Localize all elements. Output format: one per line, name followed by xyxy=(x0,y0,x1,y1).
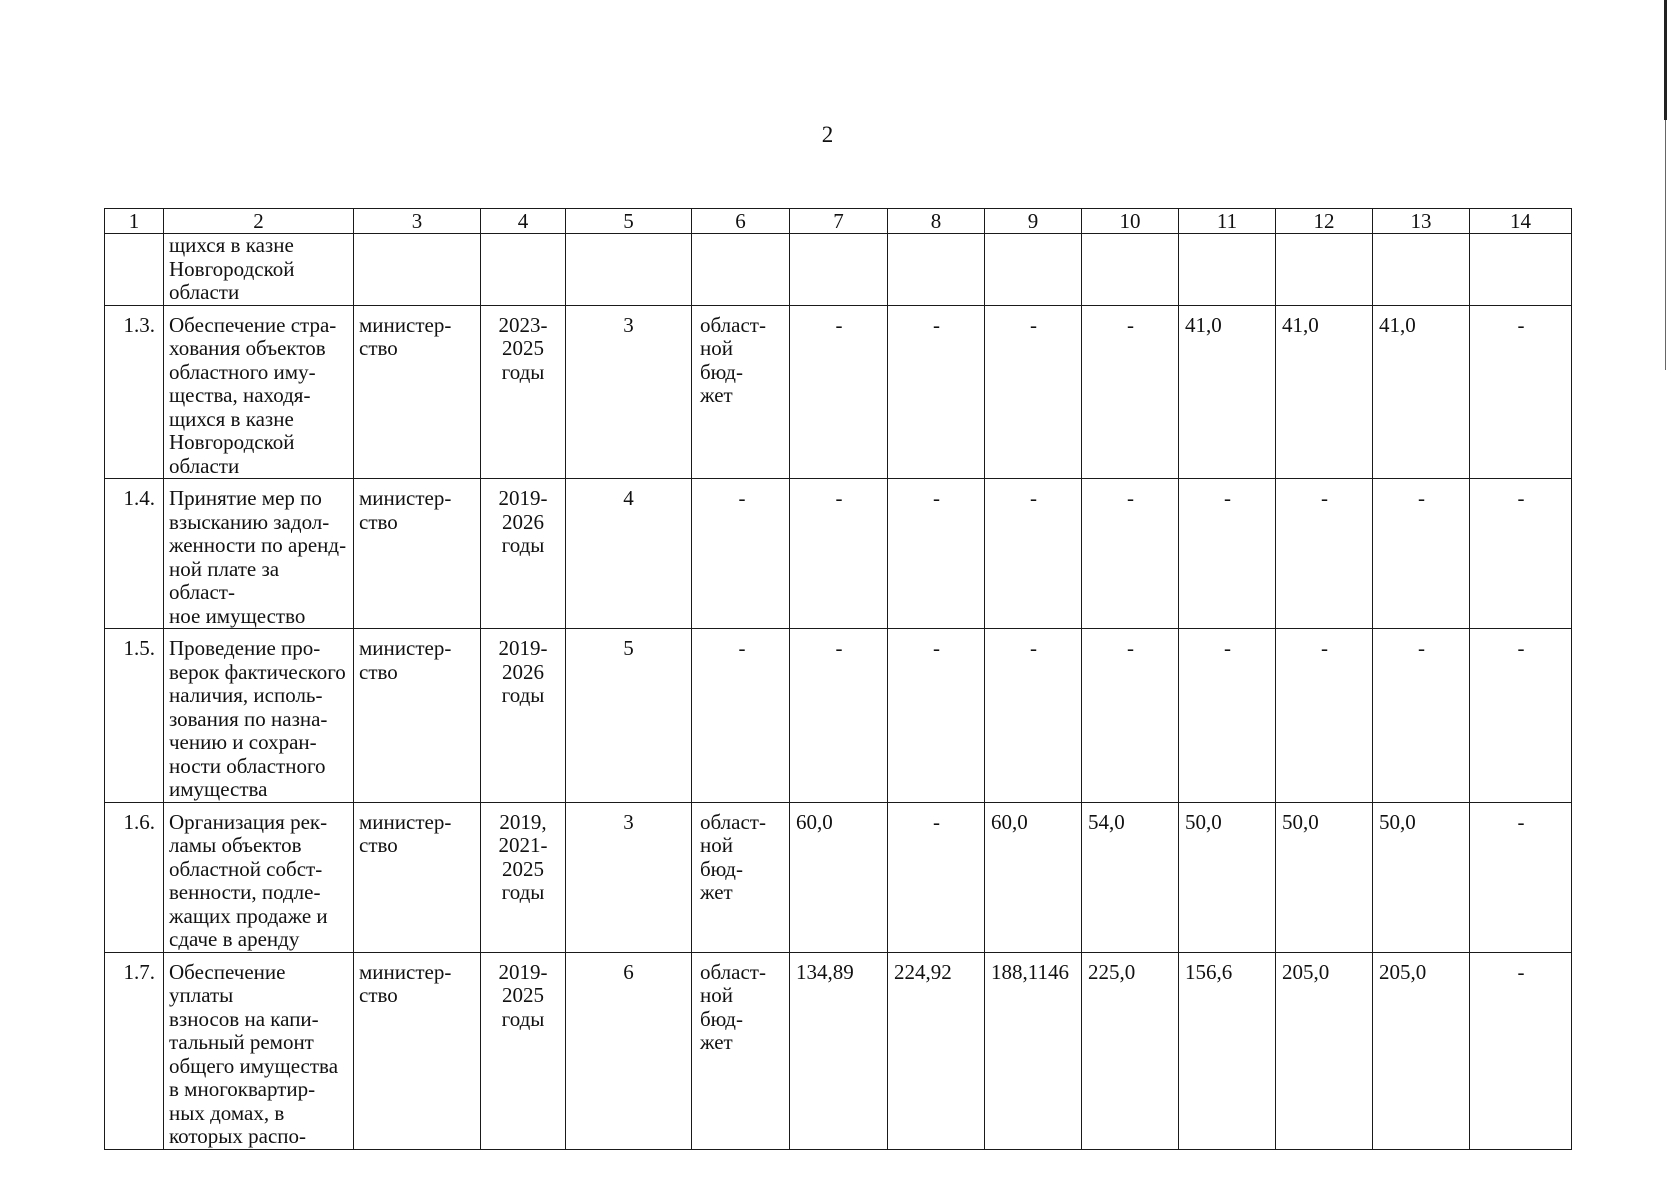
activity-name-cell: Принятие мер по взысканию задол- женности по аренд- ной плате за област- ное имущество xyxy=(164,479,354,629)
funding-year-value-cell: 50,0 xyxy=(1276,802,1373,952)
funding-year-value-cell: 60,0 xyxy=(985,802,1082,952)
column-header-1: 1 xyxy=(105,209,164,234)
funding-year-value-cell xyxy=(1179,234,1276,306)
funding-year-value-cell: - xyxy=(985,629,1082,803)
implementation-period-cell: 2019, 2021- 2025 годы xyxy=(481,802,566,952)
responsible-executor-cell: министер- ство xyxy=(354,802,481,952)
row-number-cell: 1.3. xyxy=(105,305,164,479)
table-row xyxy=(105,479,1572,629)
funding-year-value-cell: - xyxy=(1470,802,1572,952)
responsible-executor-cell: министер- ство xyxy=(354,952,481,1149)
funding-year-value-cell xyxy=(1470,234,1572,306)
funding-year-value-cell: 60,0 xyxy=(790,802,888,952)
scan-margin-line-faint xyxy=(1665,120,1666,370)
activity-name-cell: Обеспечение уплаты взносов на капи- тальный ремонт общего имущества в многоквартир- ных домах, в которых распо- xyxy=(164,952,354,1149)
table-row xyxy=(105,305,1572,479)
funding-year-value-cell: - xyxy=(888,629,985,803)
row-number-cell: 1.4. xyxy=(105,479,164,629)
responsible-executor-cell xyxy=(354,234,481,306)
funding-year-value-cell: - xyxy=(888,305,985,479)
activity-name-cell: щихся в казне Новгородской области xyxy=(164,234,354,306)
funding-year-value-cell: - xyxy=(790,305,888,479)
funding-year-value-cell: - xyxy=(790,479,888,629)
row-number-cell: 1.7. xyxy=(105,952,164,1149)
implementation-period-cell: 2019- 2025 годы xyxy=(481,952,566,1149)
funding-year-value-cell: - xyxy=(1470,305,1572,479)
funding-year-value-cell: - xyxy=(790,629,888,803)
funding-year-value-cell: - xyxy=(1082,629,1179,803)
target-indicator-cell xyxy=(566,234,692,306)
funding-year-value-cell: - xyxy=(1373,479,1470,629)
funding-year-value-cell: - xyxy=(1470,479,1572,629)
row-number-cell: 1.6. xyxy=(105,802,164,952)
column-header-4: 4 xyxy=(481,209,566,234)
column-header-6: 6 xyxy=(692,209,790,234)
funding-year-value-cell: 188,1146 xyxy=(985,952,1082,1149)
funding-year-value-cell: 134,89 xyxy=(790,952,888,1149)
funding-source-cell: - xyxy=(692,629,790,803)
funding-year-value-cell: - xyxy=(1276,629,1373,803)
funding-year-value-cell: 156,6 xyxy=(1179,952,1276,1149)
column-header-10: 10 xyxy=(1082,209,1179,234)
funding-source-cell: област- ной бюд- жет xyxy=(692,802,790,952)
funding-year-value-cell xyxy=(888,234,985,306)
funding-year-value-cell: - xyxy=(1082,305,1179,479)
funding-year-value-cell: - xyxy=(888,802,985,952)
table-row xyxy=(105,234,1572,306)
funding-source-cell: - xyxy=(692,479,790,629)
column-header-9: 9 xyxy=(985,209,1082,234)
funding-year-value-cell: - xyxy=(985,479,1082,629)
funding-year-value-cell xyxy=(985,234,1082,306)
activity-name-cell: Организация рек- ламы объектов областной собст- венности, подле- жащих продаже и сдаче в аренду xyxy=(164,802,354,952)
funding-year-value-cell xyxy=(790,234,888,306)
funding-year-value-cell: - xyxy=(1179,629,1276,803)
column-number-header-row xyxy=(105,209,1572,234)
column-header-8: 8 xyxy=(888,209,985,234)
funding-year-value-cell: 41,0 xyxy=(1373,305,1470,479)
implementation-period-cell xyxy=(481,234,566,306)
row-number-cell xyxy=(105,234,164,306)
implementation-period-cell: 2023- 2025 годы xyxy=(481,305,566,479)
target-indicator-cell: 3 xyxy=(566,305,692,479)
funding-year-value-cell: 50,0 xyxy=(1373,802,1470,952)
funding-year-value-cell: 205,0 xyxy=(1373,952,1470,1149)
activity-name-cell: Проведение про- верок фактического наличия, исполь- зования по назна- чению и сохран- ности областного имущества xyxy=(164,629,354,803)
funding-year-value-cell: 50,0 xyxy=(1179,802,1276,952)
responsible-executor-cell: министер- ство xyxy=(354,305,481,479)
program-activities-table xyxy=(104,208,1572,1150)
column-header-12: 12 xyxy=(1276,209,1373,234)
funding-year-value-cell: 54,0 xyxy=(1082,802,1179,952)
column-header-11: 11 xyxy=(1179,209,1276,234)
table-body xyxy=(105,234,1572,1150)
column-header-14: 14 xyxy=(1470,209,1572,234)
funding-year-value-cell: - xyxy=(1470,952,1572,1149)
target-indicator-cell: 6 xyxy=(566,952,692,1149)
activity-name-cell: Обеспечение стра- хования объектов областного иму- щества, находя- щихся в казне Новгородской области xyxy=(164,305,354,479)
column-header-7: 7 xyxy=(790,209,888,234)
funding-year-value-cell: 225,0 xyxy=(1082,952,1179,1149)
target-indicator-cell: 3 xyxy=(566,802,692,952)
funding-year-value-cell: 205,0 xyxy=(1276,952,1373,1149)
funding-source-cell: област- ной бюд- жет xyxy=(692,305,790,479)
funding-year-value-cell xyxy=(1276,234,1373,306)
funding-year-value-cell: 41,0 xyxy=(1276,305,1373,479)
row-number-cell: 1.5. xyxy=(105,629,164,803)
funding-year-value-cell: - xyxy=(1373,629,1470,803)
funding-year-value-cell: - xyxy=(985,305,1082,479)
funding-source-cell xyxy=(692,234,790,306)
responsible-executor-cell: министер- ство xyxy=(354,479,481,629)
table-row xyxy=(105,802,1572,952)
funding-year-value-cell xyxy=(1082,234,1179,306)
funding-year-value-cell: 224,92 xyxy=(888,952,985,1149)
funding-year-value-cell: - xyxy=(1082,479,1179,629)
funding-source-cell: област- ной бюд- жет xyxy=(692,952,790,1149)
funding-year-value-cell: - xyxy=(1179,479,1276,629)
column-header-2: 2 xyxy=(164,209,354,234)
funding-year-value-cell: - xyxy=(1276,479,1373,629)
table-row xyxy=(105,629,1572,803)
table-row xyxy=(105,952,1572,1149)
target-indicator-cell: 4 xyxy=(566,479,692,629)
implementation-period-cell: 2019- 2026 годы xyxy=(481,479,566,629)
target-indicator-cell: 5 xyxy=(566,629,692,803)
column-header-13: 13 xyxy=(1373,209,1470,234)
funding-year-value-cell: - xyxy=(888,479,985,629)
responsible-executor-cell: министер- ство xyxy=(354,629,481,803)
funding-year-value-cell xyxy=(1373,234,1470,306)
column-header-3: 3 xyxy=(354,209,481,234)
funding-year-value-cell: - xyxy=(1470,629,1572,803)
page-number: 2 xyxy=(821,122,834,147)
column-header-5: 5 xyxy=(566,209,692,234)
funding-year-value-cell: 41,0 xyxy=(1179,305,1276,479)
scan-margin-line xyxy=(1664,0,1667,120)
implementation-period-cell: 2019- 2026 годы xyxy=(481,629,566,803)
